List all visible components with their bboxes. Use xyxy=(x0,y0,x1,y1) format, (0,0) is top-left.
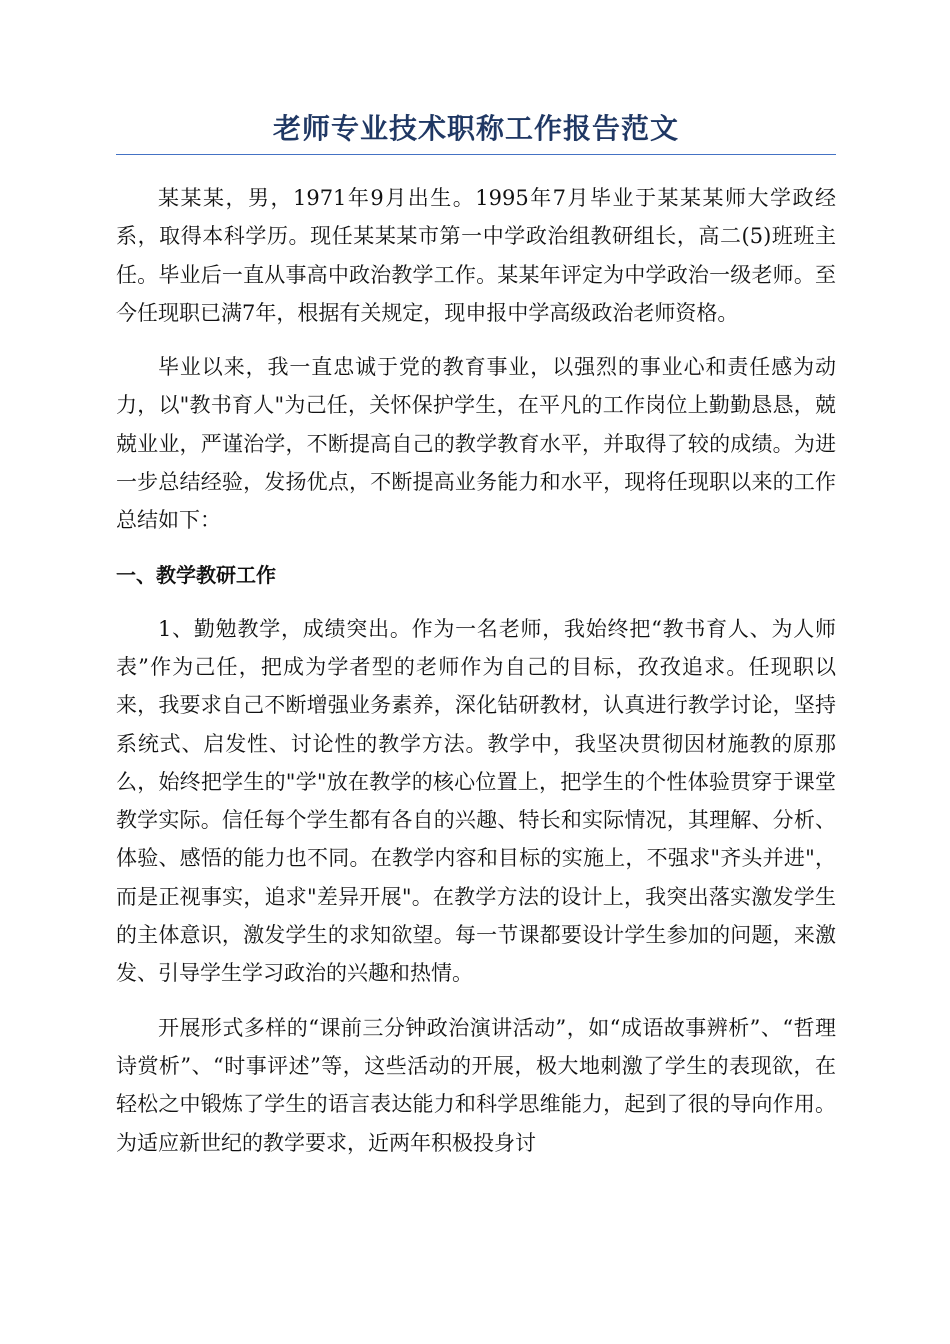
paragraph-diligent-teaching: 1、勤勉教学，成绩突出。作为一名老师，我始终把“教书育人、为人师表”作为己任，把成为学者型的老师作为自己的目标，孜孜追求。任现职以来，我要求自己不断增强业务素养，深化钻研教材，认真进行教学讨论，坚持系统式、启发性、讨论性的教学方法。教学中，我坚决贯彻因材施教的原那么，始终把学生的"学"放在教学的核心位置上，把学生的个性体验贯穿于课堂教学实际。信任每个学生都有各自的兴趣、特长和实际情况，其理解、分析、体验、感悟的能力也不同。在教学内容和目标的实施上，不强求"齐头并进"，而是正视事实，追求"差异开展"。在教学方法的设计上，我突出落实激发学生的主体意识，激发学生的求知欲望。每一节课都要设计学生参加的问题，来激发、引导学生学习政治的兴趣和热情。 xyxy=(116,616,836,986)
paragraph-intro: 某某某，男，1971年9月出生。1995年7月毕业于某某某师大学政经系，取得本科学历。现任某某某市第一中学政治组教研组长，高二(5)班班主任。毕业后一直从事高中政治教学工作。某某年评定为中学政治一级老师。至今任现职已满7年，根据有关规定，现申报中学高级政治老师资格。 xyxy=(116,186,836,325)
paragraph-summary: 毕业以来，我一直忠诚于党的教育事业，以强烈的事业心和责任感为动力，以"教书育人"为己任，关怀保护学生，在平凡的工作岗位上勤勤恳恳，兢兢业业，严谨治学，不断提高自己的教学教育水平，并取得了较的成绩。为进一步总结经验，发扬优点，不断提高业务能力和水平，现将任现职以来的工作总结如下： xyxy=(116,355,836,533)
document-title: 老师专业技术职称工作报告范文 xyxy=(116,108,836,155)
document-body xyxy=(116,179,836,1162)
document-page xyxy=(116,108,836,1178)
paragraph-activities: 开展形式多样的“课前三分钟政治演讲活动”，如“成语故事辨析”、“哲理诗赏析”、“时事评述”等，这些活动的开展，极大地刺激了学生的表现欲，在轻松之中锻炼了学生的语言表达能力和科学思维能力，起到了很的导向作用。为适应新世纪的教学要求，近两年积极投身讨 xyxy=(116,1015,836,1155)
section-heading-teaching-research: 一、教学教研工作 xyxy=(116,562,276,587)
